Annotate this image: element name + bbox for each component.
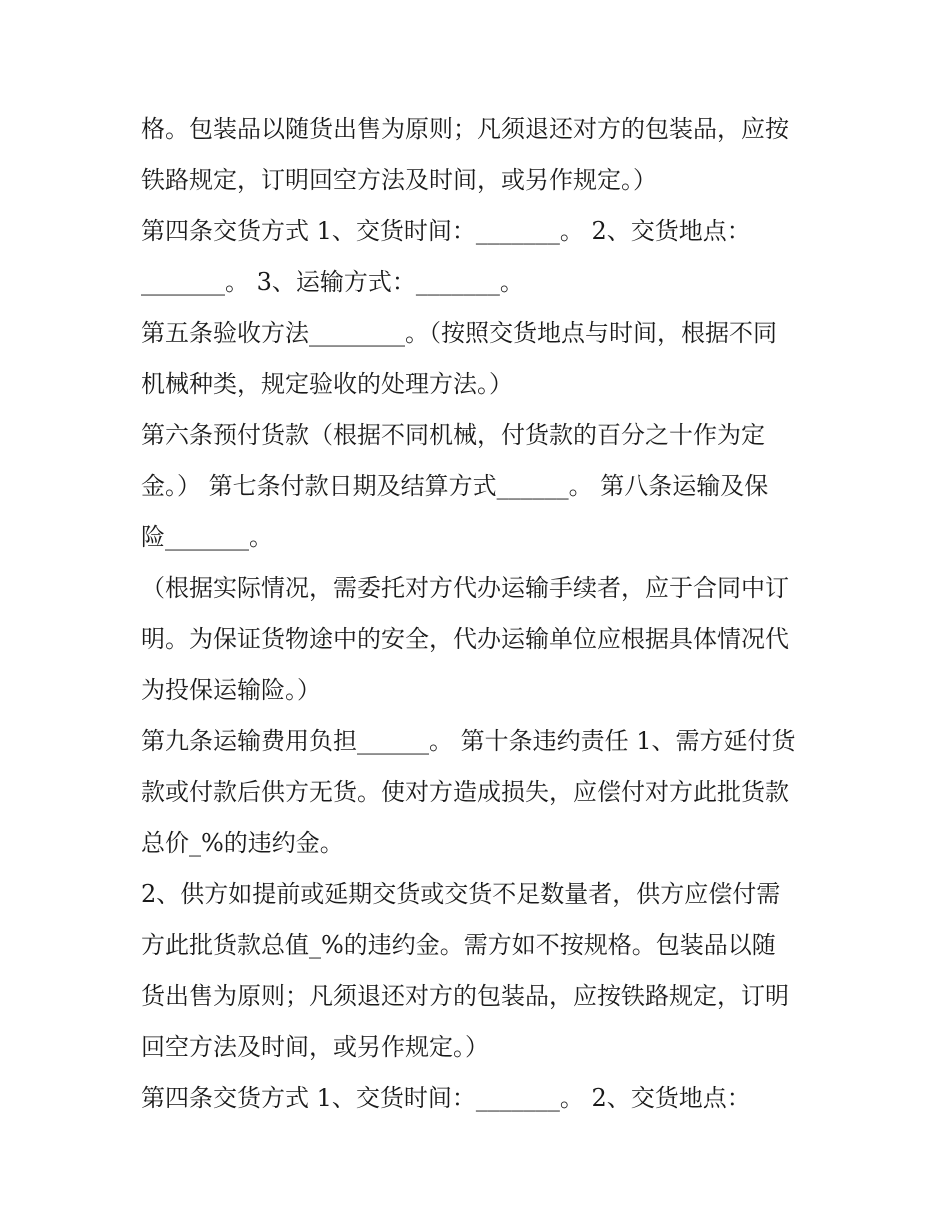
text-line-10: （根据实际情况，需委托对方代办运输手续者，应于合同中订: [141, 574, 789, 602]
text-line-11: 明。为保证货物途中的安全，代办运输单位应根据具体情况代: [141, 625, 789, 653]
text-line-12: 为投保运输险。）: [141, 676, 321, 704]
text-line-20: 第四条交货方式 1、交货时间：_______。 2、交货地点：: [141, 1084, 751, 1112]
text-line-18: 货出售为原则；凡须退还对方的包装品，应按铁路规定，订明: [141, 982, 789, 1010]
text-line-5: 第五条验收方法________。（按照交货地点与时间，根据不同: [141, 319, 777, 347]
text-line-4: _______。 3、运输方式：_______。: [141, 268, 524, 296]
document-body: [141, 104, 816, 1124]
text-line-15: 总价_%的违约金。: [141, 829, 344, 857]
text-line-3: 第四条交货方式 1、交货时间：_______。 2、交货地点：: [141, 217, 751, 245]
text-line-19: 回空方法及时间，或另作规定。）: [141, 1033, 489, 1061]
text-line-8: 金。） 第七条付款日期及结算方式______。 第八条运输及保: [141, 472, 769, 500]
text-line-6: 机械种类，规定验收的处理方法。）: [141, 370, 513, 398]
text-line-13: 第九条运输费用负担______。 第十条违约责任 1、需方延付货: [141, 727, 796, 755]
text-line-14: 款或付款后供方无货。使对方造成损失，应偿付对方此批货款: [141, 778, 789, 806]
text-line-17: 方此批货款总值_%的违约金。需方如不按规格。包装品以随: [141, 931, 776, 959]
text-line-2: 铁路规定，订明回空方法及时间，或另作规定。）: [141, 166, 657, 194]
text-line-7: 第六条预付货款（根据不同机械，付货款的百分之十作为定: [141, 421, 765, 449]
text-line-9: 险_______。: [141, 523, 273, 551]
text-line-1: 格。包装品以随货出售为原则；凡须退还对方的包装品，应按: [141, 115, 789, 143]
text-line-16: 2、供方如提前或延期交货或交货不足数量者，供方应偿付需: [141, 880, 781, 908]
